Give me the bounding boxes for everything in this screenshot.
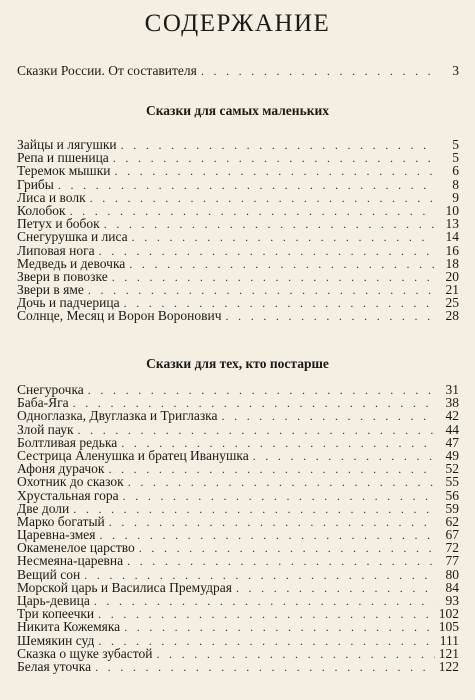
dot-leader — [121, 139, 435, 152]
toc-entry — [17, 634, 459, 647]
entry-page-number: 28 — [445, 308, 459, 324]
dot-leader — [58, 179, 435, 192]
dot-leader — [112, 271, 435, 284]
entry-title: Снегурочка — [17, 382, 84, 397]
entry-title: Охотник до сказок — [17, 474, 124, 490]
toc-entry — [17, 647, 459, 660]
entry-title: Репа и пшеница — [17, 150, 109, 166]
dot-leader — [109, 516, 435, 529]
toc-entry — [17, 489, 459, 502]
entry-title: Шемякин суд — [17, 632, 95, 648]
entry-title: Белая уточка — [17, 658, 92, 674]
toc-entry — [17, 64, 459, 77]
dot-leader — [95, 661, 435, 674]
dot-leader — [73, 503, 435, 516]
section-heading-older-children: Сказки для тех, кто постарше — [146, 356, 329, 371]
entry-page-number: 31 — [445, 382, 459, 397]
dot-leader — [94, 595, 435, 608]
dot-leader — [90, 192, 435, 205]
dot-leader — [124, 621, 435, 634]
entry-page-number: 84 — [445, 579, 459, 595]
page-title: СОДЕРЖАНИЕ — [144, 10, 331, 37]
toc-list-older-children — [17, 383, 459, 673]
dot-leader — [70, 205, 435, 218]
entry-page-number: 6 — [452, 163, 459, 179]
toc-entry — [17, 244, 459, 257]
dot-leader — [253, 450, 435, 463]
entry-title: Звери в повозке — [17, 268, 108, 284]
toc-entry — [17, 475, 459, 488]
toc-entry — [17, 191, 459, 204]
entry-page-number: 72 — [445, 540, 459, 556]
toc-entry — [17, 554, 459, 567]
entry-page-number: 80 — [445, 566, 459, 582]
toc-entry — [17, 568, 459, 581]
dot-leader — [123, 490, 435, 503]
dot-leader — [115, 165, 436, 178]
dot-leader — [128, 476, 435, 489]
entry-title: Лиса и волк — [17, 189, 86, 205]
entry-page-number: 9 — [452, 189, 459, 205]
entry-page-number: 93 — [445, 593, 459, 608]
entry-title: Колобок — [17, 202, 66, 218]
dot-leader — [132, 231, 435, 244]
dot-leader — [236, 582, 435, 595]
entry-page-number: 105 — [438, 619, 459, 635]
dot-leader — [108, 463, 435, 476]
entry-title: Царевна-змея — [17, 527, 96, 543]
entry-page-number: 5 — [452, 137, 459, 152]
toc-entry — [17, 409, 459, 422]
toc-entry — [17, 257, 459, 270]
entry-title: Болтливая редька — [17, 434, 118, 450]
entry-page-number: 14 — [445, 229, 459, 245]
entry-title: Три копеечки — [17, 606, 95, 622]
entry-title: Марко богатый — [17, 513, 105, 529]
entry-title: Одноглазка, Двуглазка и Триглазка — [17, 408, 218, 424]
toc-list-small-children — [17, 138, 459, 323]
entry-page-number: 52 — [445, 461, 459, 477]
entry-page-number: 111 — [439, 632, 459, 648]
entry-page-number: 55 — [445, 474, 459, 490]
entry-title: Липовая нога — [17, 242, 95, 258]
dot-leader — [201, 65, 435, 78]
entry-title: Дочь и падчерица — [17, 295, 120, 311]
entry-page-number: 21 — [445, 282, 459, 298]
entry-page-number: 3 — [452, 63, 459, 78]
entry-title: Афоня дурачок — [17, 461, 105, 477]
dot-leader — [78, 424, 435, 437]
entry-page-number: 62 — [445, 513, 459, 529]
entry-page-number: 5 — [452, 150, 459, 166]
entry-page-number: 67 — [445, 527, 459, 543]
entry-title: Морской царь и Василиса Премудрая — [17, 579, 232, 595]
entry-page-number: 25 — [445, 295, 459, 311]
entry-page-number: 102 — [438, 606, 459, 622]
dot-leader — [88, 284, 435, 297]
entry-title: Окаменелое царство — [17, 540, 135, 556]
toc-entry — [17, 383, 459, 396]
dot-leader — [129, 258, 435, 271]
entry-page-number: 20 — [445, 268, 459, 284]
entry-page-number: 8 — [452, 176, 459, 192]
entry-title: Сказка о щуке зубастой — [17, 645, 153, 661]
entry-page-number: 42 — [445, 408, 459, 424]
entry-page-number: 59 — [445, 500, 459, 516]
toc-entry — [17, 164, 459, 177]
dot-leader — [104, 218, 435, 231]
entry-title: Царь-девица — [17, 593, 90, 608]
entry-title: Вещий сон — [17, 566, 81, 582]
toc-entry — [17, 230, 459, 243]
entry-page-number: 44 — [445, 421, 459, 437]
toc-entry — [17, 660, 459, 673]
entry-title: Две доли — [17, 500, 70, 516]
entry-page-number: 77 — [445, 553, 459, 569]
toc-entry — [17, 423, 459, 436]
dot-leader — [139, 542, 435, 555]
entry-page-number: 56 — [445, 487, 459, 503]
entry-title: Баба-Яга — [17, 395, 69, 411]
entry-title: Зайцы и лягушки — [17, 137, 117, 152]
entry-title: Несмеяна-царевна — [17, 553, 124, 569]
entry-title: Звери в яме — [17, 282, 84, 298]
dot-leader — [113, 152, 435, 165]
entry-title: Хрустальная гора — [17, 487, 119, 503]
entry-title: Сказки России. От составителя — [17, 63, 197, 78]
dot-leader — [88, 384, 435, 397]
dot-leader — [127, 555, 435, 568]
entry-page-number: 16 — [445, 242, 459, 258]
entry-title: Снегурушка и лиса — [17, 229, 128, 245]
dot-leader — [226, 310, 435, 323]
dot-leader — [222, 410, 436, 423]
entry-page-number: 13 — [445, 216, 459, 232]
toc-entry — [17, 502, 459, 515]
entry-title: Грибы — [17, 176, 54, 192]
dot-leader — [156, 648, 434, 661]
dot-leader — [99, 245, 435, 258]
entry-title: Сестрица Аленушка и братец Иванушка — [17, 447, 249, 463]
entry-page-number: 121 — [438, 645, 459, 661]
entry-page-number: 10 — [445, 202, 459, 218]
entry-title: Солнце, Месяц и Ворон Воронович — [17, 308, 222, 324]
section-heading-small-children: Сказки для самых маленьких — [145, 103, 330, 118]
toc-entry — [17, 436, 459, 449]
entry-page-number: 122 — [438, 658, 459, 674]
dot-leader — [98, 608, 435, 621]
entry-page-number: 47 — [445, 434, 459, 450]
dot-leader — [99, 529, 435, 542]
intro-list — [17, 64, 459, 77]
entry-page-number: 49 — [445, 447, 459, 463]
entry-title: Никита Кожемяка — [17, 619, 121, 635]
entry-title: Злой паук — [17, 421, 74, 437]
toc-entry — [17, 620, 459, 633]
entry-title: Медведь и девочка — [17, 255, 126, 271]
entry-page-number: 18 — [445, 255, 459, 271]
entry-title: Теремок мышки — [17, 163, 111, 179]
entry-title: Петух и бобок — [17, 216, 100, 232]
entry-page-number: 38 — [445, 395, 459, 411]
toc-entry — [17, 309, 459, 322]
toc-entry — [17, 178, 459, 191]
